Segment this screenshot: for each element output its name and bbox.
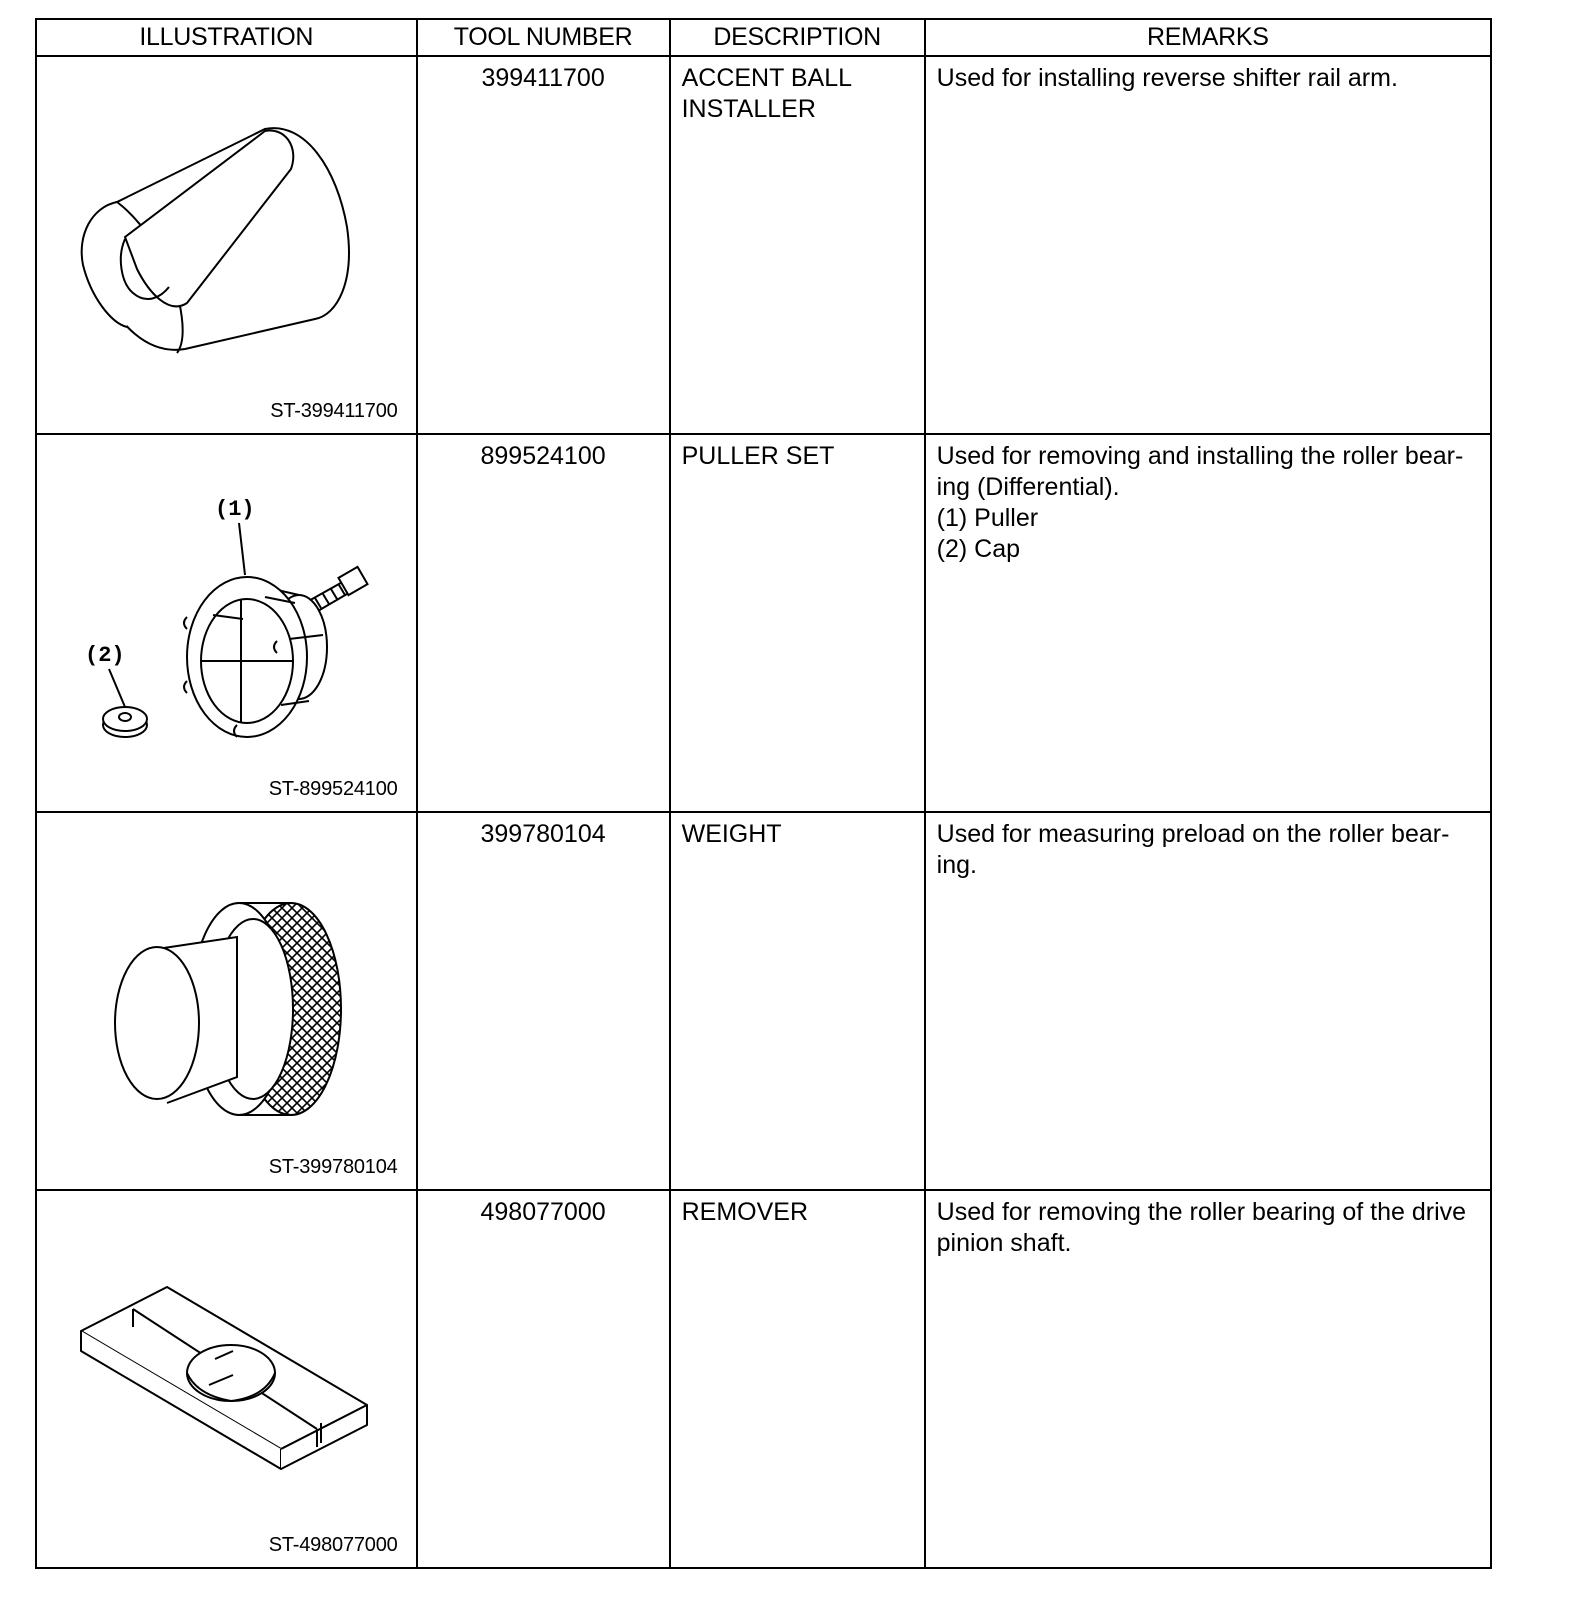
puller-set-illustration xyxy=(37,435,416,805)
callout-cap: (2) xyxy=(85,643,125,668)
remarks-line: ing. xyxy=(936,851,977,879)
header-remarks: REMARKS xyxy=(925,19,1491,56)
illustration-code: ST-498077000 xyxy=(268,1534,398,1556)
illustration-code: ST-399780104 xyxy=(268,1156,398,1178)
remover-illustration xyxy=(37,1191,416,1561)
table-row xyxy=(36,56,1491,434)
illustration-cell xyxy=(36,812,417,1190)
tool-number: 899524100 xyxy=(417,434,670,812)
table-row xyxy=(36,434,1491,812)
illustration-code: ST-899524100 xyxy=(268,778,398,800)
tool-number: 399780104 xyxy=(417,812,670,1190)
header-description: DESCRIPTION xyxy=(670,19,925,56)
tool-description: PULLER SET xyxy=(670,434,925,812)
tool-number: 399411700 xyxy=(417,56,670,434)
tool-remarks xyxy=(925,812,1491,1190)
remarks-line: ing (Differential). xyxy=(936,473,1120,501)
illustration-code: ST-399411700 xyxy=(270,400,398,422)
tool-description: ACCENT BALL INSTALLER xyxy=(670,56,925,434)
remarks-line: (1) Puller xyxy=(936,504,1039,532)
callout-puller: (1) xyxy=(215,497,255,522)
tool-description: REMOVER xyxy=(670,1190,925,1568)
tool-remarks xyxy=(925,56,1491,434)
remarks-line: (2) Cap xyxy=(936,535,1021,563)
accent-ball-installer-illustration xyxy=(37,57,416,427)
header-row xyxy=(36,19,1491,56)
tool-remarks xyxy=(925,434,1491,812)
remarks-line: Used for removing and installing the roller bear- xyxy=(936,442,1464,470)
illustration-cell xyxy=(36,1190,417,1568)
header-illustration: ILLUSTRATION xyxy=(36,19,417,56)
illustration-cell xyxy=(36,434,417,812)
tool-remarks xyxy=(925,1190,1491,1568)
illustration-cell xyxy=(36,56,417,434)
tool-description: WEIGHT xyxy=(670,812,925,1190)
remarks-line: Used for installing reverse shifter rail arm. xyxy=(936,64,1398,92)
header-tool-number: TOOL NUMBER xyxy=(417,19,670,56)
table-row xyxy=(36,1190,1491,1568)
table-row xyxy=(36,812,1491,1190)
weight-illustration xyxy=(37,813,416,1183)
remarks-line: Used for measuring preload on the roller bear- xyxy=(936,820,1450,848)
remarks-line: pinion shaft. xyxy=(936,1229,1072,1257)
special-tools-table xyxy=(35,18,1492,1569)
remarks-line: Used for removing the roller bearing of the drive xyxy=(936,1198,1467,1226)
tool-number: 498077000 xyxy=(417,1190,670,1568)
